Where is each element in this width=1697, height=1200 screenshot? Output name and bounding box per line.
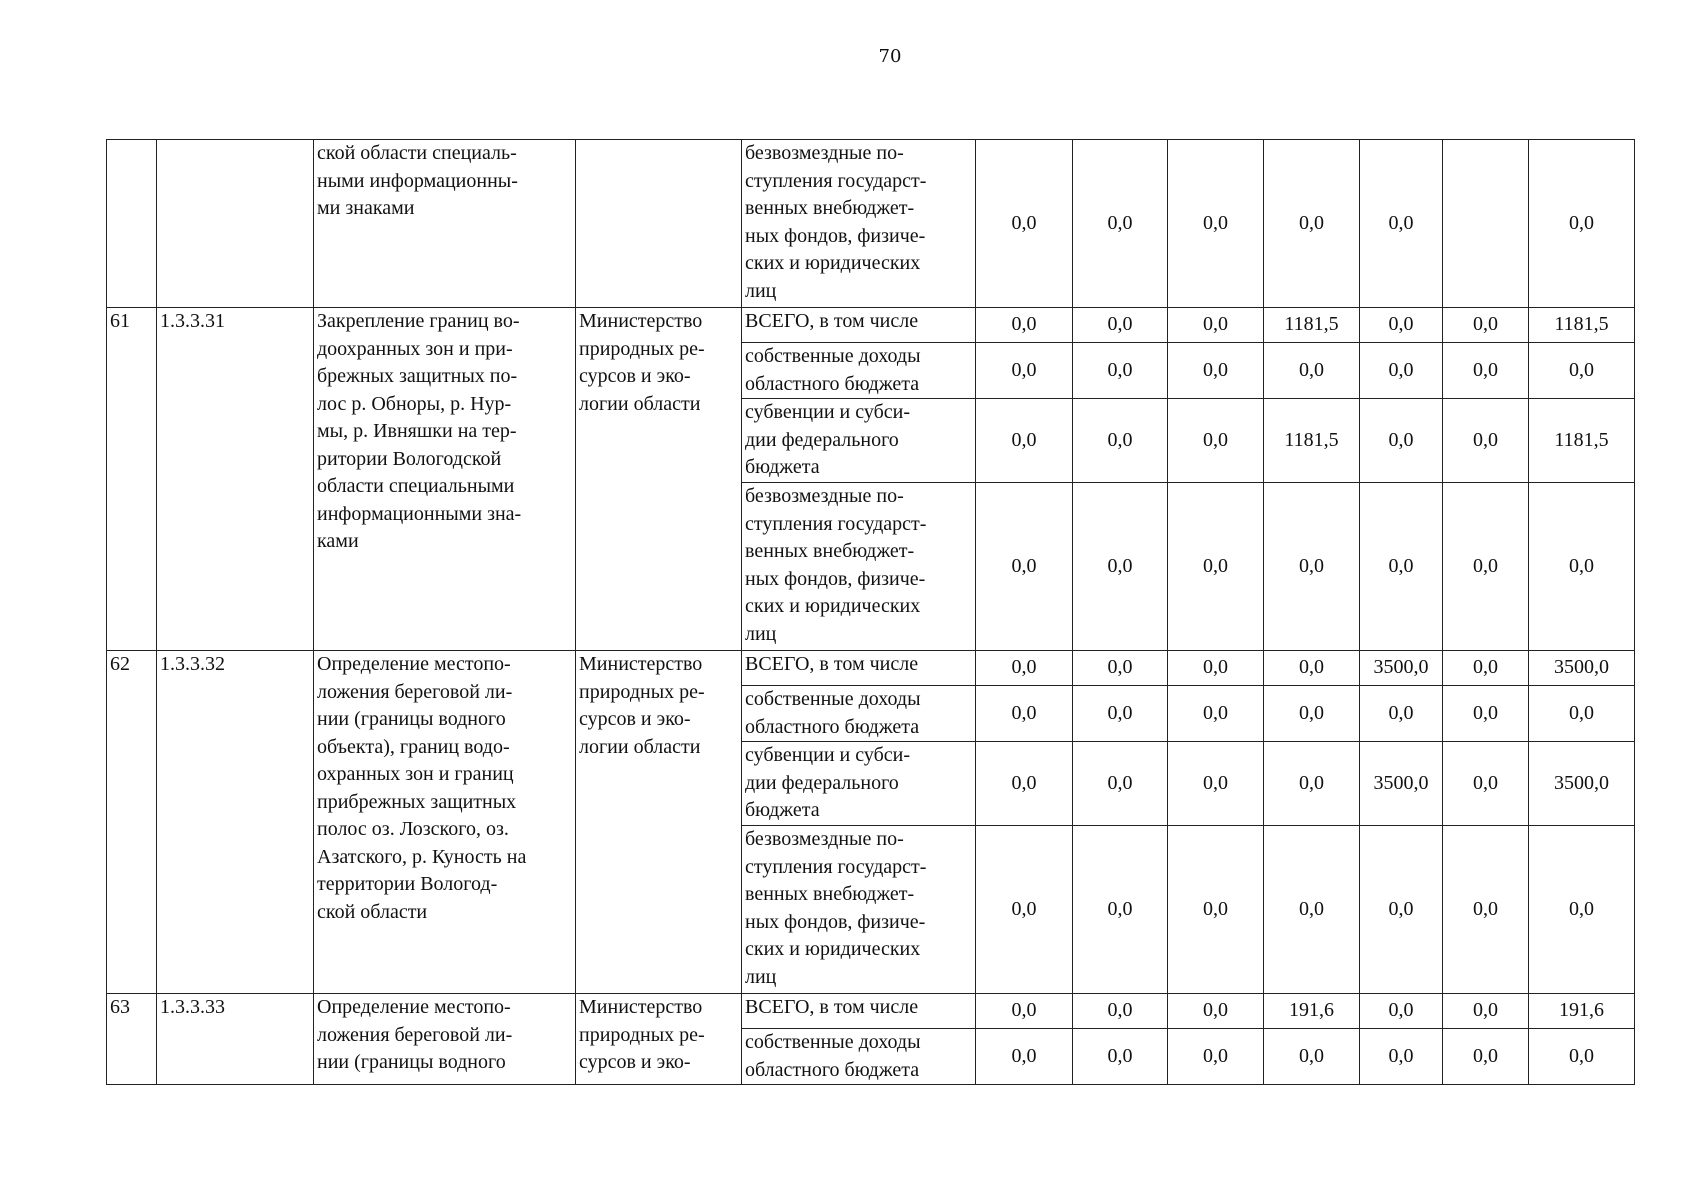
- measure-value-cell: 0,0: [1443, 994, 1529, 1029]
- measure-value-cell: 0,0: [1264, 343, 1360, 399]
- continuation-value-cell: 0,0: [1264, 140, 1360, 308]
- funding-source-cell: собственные доходы областного бюджета: [742, 686, 976, 742]
- measure-value-cell: 1181,5: [1264, 399, 1360, 483]
- measure-value-cell: 0,0: [1168, 1029, 1264, 1085]
- measure-value-cell: 0,0: [976, 1029, 1073, 1085]
- measure-value-cell: 0,0: [1073, 742, 1168, 826]
- measure-value-cell: 0,0: [1073, 686, 1168, 742]
- measure-value-cell: 0,0: [1360, 308, 1443, 343]
- measure-value-cell: 0,0: [1529, 483, 1635, 651]
- measure-value-cell: 3500,0: [1360, 651, 1443, 686]
- measure-value-cell: 0,0: [1360, 483, 1443, 651]
- measure-value-cell: 0,0: [1360, 343, 1443, 399]
- measure-value-cell: 0,0: [976, 651, 1073, 686]
- continuation-value-cell: 0,0: [1529, 140, 1635, 308]
- measure-value-cell: 0,0: [1073, 826, 1168, 994]
- executor-cell: Министерство природных ре- сурсов и эко-: [576, 994, 742, 1085]
- row-code-cell: 1.3.3.31: [157, 308, 314, 651]
- measure-value-cell: 0,0: [1264, 1029, 1360, 1085]
- measure-value-cell: 0,0: [1360, 399, 1443, 483]
- continuation-value-cell: 0,0: [976, 140, 1073, 308]
- measure-value-cell: 0,0: [1529, 1029, 1635, 1085]
- measure-value-cell: 0,0: [976, 343, 1073, 399]
- measure-value-cell: 0,0: [1264, 483, 1360, 651]
- measure-value-cell: 0,0: [1443, 399, 1529, 483]
- measure-value-cell: 0,0: [1168, 994, 1264, 1029]
- funding-source-cell: субвенции и субси- дии федерального бюджета: [742, 399, 976, 483]
- row-code-cell: 1.3.3.33: [157, 994, 314, 1085]
- funding-source-cell: собственные доходы областного бюджета: [742, 343, 976, 399]
- funding-source-cell: ВСЕГО, в том числе: [742, 651, 976, 686]
- continuation-value-cell: 0,0: [1360, 140, 1443, 308]
- row-code-cell: [157, 140, 314, 308]
- funding-source-cell: собственные доходы областного бюджета: [742, 1029, 976, 1085]
- measure-value-cell: 0,0: [1264, 826, 1360, 994]
- continuation-row: [107, 140, 1635, 308]
- measure-value-cell: 3500,0: [1529, 742, 1635, 826]
- measure-value-cell: 191,6: [1529, 994, 1635, 1029]
- measure-value-cell: 1181,5: [1529, 308, 1635, 343]
- row-index-cell: 61: [107, 308, 157, 651]
- measure-value-cell: 0,0: [1443, 343, 1529, 399]
- measure-value-cell: 0,0: [1443, 1029, 1529, 1085]
- measure-value-cell: 0,0: [1073, 399, 1168, 483]
- measure-row: [107, 308, 1635, 343]
- measure-value-cell: 0,0: [1264, 742, 1360, 826]
- measure-value-cell: 0,0: [1073, 994, 1168, 1029]
- measure-value-cell: 0,0: [1168, 483, 1264, 651]
- measure-value-cell: 0,0: [1360, 1029, 1443, 1085]
- executor-cell: [576, 140, 742, 308]
- row-index-cell: 62: [107, 651, 157, 994]
- measure-value-cell: 191,6: [1264, 994, 1360, 1029]
- measure-value-cell: 0,0: [1443, 826, 1529, 994]
- funding-source-cell: безвозмездные по- ступления государст- венных внебюджет- ных фондов, физиче- ских и юридических лиц: [742, 826, 976, 994]
- measure-value-cell: 0,0: [1073, 651, 1168, 686]
- executor-cell: Министерство природных ре- сурсов и эко- логии области: [576, 308, 742, 651]
- measure-value-cell: 0,0: [976, 826, 1073, 994]
- measure-value-cell: 0,0: [1443, 742, 1529, 826]
- page-number: 70: [878, 46, 902, 67]
- measure-value-cell: 0,0: [1073, 343, 1168, 399]
- funding-source-cell: безвозмездные по- ступления государст- венных внебюджет- ных фондов, физиче- ских и юридических лиц: [742, 140, 976, 308]
- continuation-value-cell: 0,0: [1073, 140, 1168, 308]
- row-index-cell: 63: [107, 994, 157, 1085]
- measure-value-cell: 0,0: [1360, 994, 1443, 1029]
- funding-source-cell: субвенции и субси- дии федерального бюджета: [742, 742, 976, 826]
- measure-value-cell: 0,0: [1168, 651, 1264, 686]
- measure-value-cell: 0,0: [1529, 343, 1635, 399]
- measure-value-cell: 0,0: [1264, 651, 1360, 686]
- measure-value-cell: 1181,5: [1529, 399, 1635, 483]
- measure-value-cell: 0,0: [1443, 651, 1529, 686]
- measure-name-cell: Определение местопо- ложения береговой ли- нии (границы водного объекта), границ водо- охранных зон и границ прибрежных защитных полос оз. Лозского, оз. Азатского, р. Куность на территории Вологод- ской области: [314, 651, 576, 994]
- measure-value-cell: 0,0: [1168, 308, 1264, 343]
- measure-value-cell: 0,0: [1168, 399, 1264, 483]
- measure-value-cell: 0,0: [1073, 1029, 1168, 1085]
- measure-value-cell: 1181,5: [1264, 308, 1360, 343]
- measure-row: [107, 994, 1635, 1029]
- funding-source-cell: ВСЕГО, в том числе: [742, 994, 976, 1029]
- row-index-cell: [107, 140, 157, 308]
- measure-value-cell: 0,0: [1360, 826, 1443, 994]
- measure-name-cell: Закрепление границ во- доохранных зон и при- брежных защитных по- лос р. Обноры, р. Нур- мы, р. Ивняшки на тер- ритории Вологодской области специальными информационными зна- ками: [314, 308, 576, 651]
- funding-source-cell: безвозмездные по- ступления государст- венных внебюджет- ных фондов, физиче- ских и юридических лиц: [742, 483, 976, 651]
- measure-value-cell: 0,0: [976, 994, 1073, 1029]
- measure-row: [107, 651, 1635, 686]
- measure-value-cell: 0,0: [976, 308, 1073, 343]
- continuation-value-cell: 0,0: [1168, 140, 1264, 308]
- measure-value-cell: 0,0: [1073, 483, 1168, 651]
- measure-value-cell: 3500,0: [1529, 651, 1635, 686]
- measure-value-cell: 0,0: [1529, 686, 1635, 742]
- measure-value-cell: 0,0: [1264, 686, 1360, 742]
- measure-value-cell: 0,0: [1529, 826, 1635, 994]
- funding-source-cell: ВСЕГО, в том числе: [742, 308, 976, 343]
- measure-value-cell: 0,0: [1168, 343, 1264, 399]
- measure-value-cell: 0,0: [976, 686, 1073, 742]
- measure-value-cell: 0,0: [1443, 686, 1529, 742]
- measure-value-cell: 0,0: [1443, 483, 1529, 651]
- measure-value-cell: 0,0: [976, 742, 1073, 826]
- measure-value-cell: 0,0: [1168, 742, 1264, 826]
- measure-value-cell: 3500,0: [1360, 742, 1443, 826]
- executor-cell: Министерство природных ре- сурсов и эко- логии области: [576, 651, 742, 994]
- measure-value-cell: 0,0: [1073, 308, 1168, 343]
- continuation-value-cell: [1443, 140, 1529, 308]
- budget-table: [106, 139, 1635, 1085]
- measure-value-cell: 0,0: [976, 483, 1073, 651]
- measure-value-cell: 0,0: [976, 399, 1073, 483]
- measure-value-cell: 0,0: [1443, 308, 1529, 343]
- measure-value-cell: 0,0: [1360, 686, 1443, 742]
- measure-value-cell: 0,0: [1168, 686, 1264, 742]
- measure-name-cell: ской области специаль- ными информационны- ми знаками: [314, 140, 576, 308]
- measure-name-cell: Определение местопо- ложения береговой ли- нии (границы водного: [314, 994, 576, 1085]
- row-code-cell: 1.3.3.32: [157, 651, 314, 994]
- measure-value-cell: 0,0: [1168, 826, 1264, 994]
